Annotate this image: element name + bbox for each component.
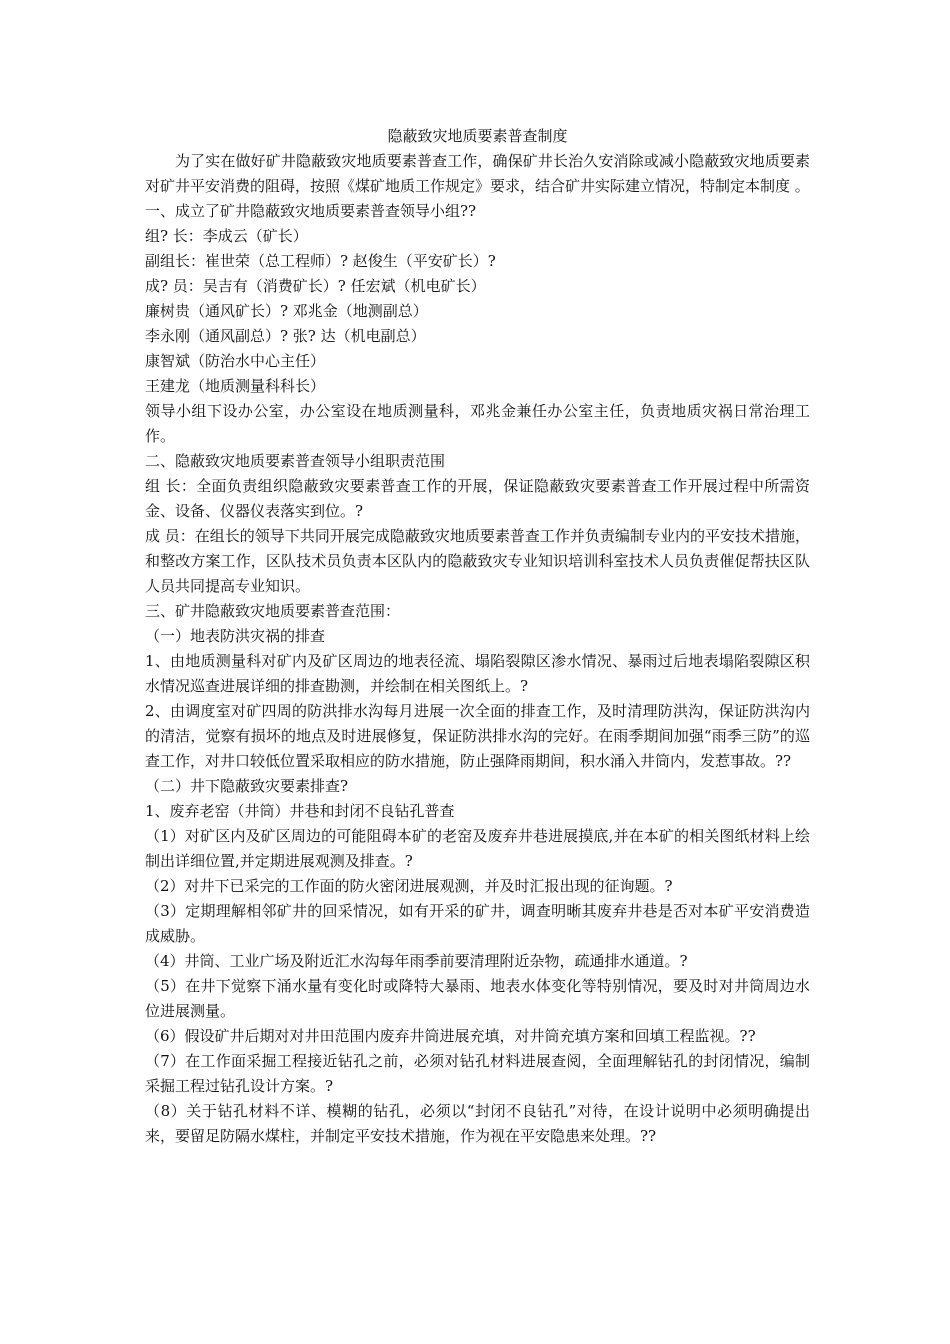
paragraph-office: 领导小组下设办公室，办公室设在地质测量科，邓兆金兼任办公室主任，负责地质灾祸日常治理工作。 [145,402,810,445]
list-item: （4）井筒、工业广场及附近汇水沟每年雨季前要清理附近杂物，疏通排水通道。? [145,952,688,970]
list-item: （8）关于钻孔材料不详、模糊的钻孔，必须以“封闭不良钻孔”对待，在设计说明中必须明确提出来，要留足防隔水煤柱，并制定平安技术措施，作为视在平安隐患来处理。?? [145,1102,810,1145]
member-line: 廉树贵（通风矿长）? 邓兆金（地测副总） [145,302,428,320]
member-line: 康智斌（防治水中心主任） [145,352,326,370]
member-line: 成? 员：吴吉有（消费矿长）? 任宏斌（机电矿长） [145,277,486,295]
paragraph-leader-duty: 组 长：全面负责组织隐蔽致灾要素普查工作的开展，保证隐蔽致灾要素普查工作开展过程中所需资金、设备、仪器仪表落实到位。? [145,477,810,520]
list-item: （1）对矿区内及矿区周边的可能阻碍本矿的老窑及废弃井巷进展摸底,并在本矿的相关图纸材料上绘制出详细位置,并定期进展观测及排查。? [145,827,810,870]
subsection-heading-2: （二）井下隐蔽致灾要素排查? [145,777,349,795]
list-item: （6）假设矿井后期对对井田范围内废弃井筒进展充填，对井筒充填方案和回填工程监视。?? [145,1027,756,1045]
paragraph-member-duty: 成 员：在组长的领导下共同开展完成隐蔽致灾地质要素普查工作并负责编制专业内的平安技术措施，和整改方案工作，区队技术员负责本区队内的隐蔽致灾专业知识培训科室技术人员负责催促帮扶区队人员共同提高专业知识。 [145,527,810,595]
section-heading-1: 一、成立了矿井隐蔽致灾地质要素普查领导小组?? [145,202,477,220]
section-heading-3: 三、矿井隐蔽致灾地质要素普查范围： [145,602,401,620]
list-item: 2、由调度室对矿四周的防洪排水沟每月进展一次全面的排查工作，及时清理防洪沟，保证防洪沟内的清洁，觉察有损坏的地点及时进展修复，保证防洪排水沟的完好。在雨季期间加强“雨季三防”的巡查工作，对井口较低位置采取相应的防水措施，防止强降雨期间，积水涌入井筒内，发惹事故。?? [145,702,810,770]
member-line: 王建龙（地质测量科科长） [145,377,326,395]
list-item: （2）对井下已采完的工作面的防火密闭进展观测，并及时汇报出现的征询题。? [145,877,673,895]
member-line: 组? 长：李成云（矿长） [145,227,308,245]
subsection-heading-1: （一）地表防洪灾祸的排查 [145,627,326,645]
member-line: 副组长：崔世荣（总工程师）? 赵俊生（平安矿长）? [145,252,496,270]
list-item: （5）在井下觉察下涌水量有变化时或降特大暴雨、地表水体变化等特别情况，要及时对井筒周边水位进展测量。 [145,977,810,1020]
paragraph-intro: 为了实在做好矿井隐蔽致灾地质要素普查工作，确保矿井长治久安消除或减小隐蔽致灾地质要素对矿井平安消费的阻碍，按照《煤矿地质工作规定》要求，结合矿井实际建立情况，特制定本制度 。 [145,152,810,195]
section-heading-2: 二、隐蔽致灾地质要素普查领导小组职责范围 [145,452,446,470]
list-item: 1、废弃老窑（井筒）井巷和封闭不良钻孔普查 [145,802,455,820]
member-line: 李永刚（通风副总）? 张? 达（机电副总） [145,327,426,345]
list-item: （7）在工作面采掘工程接近钻孔之前，必须对钻孔材料进展查阅，全面理解钻孔的封闭情况，编制采掘工程过钻孔设计方案。? [145,1052,810,1095]
list-item: 1、由地质测量科对矿内及矿区周边的地表径流、塌陷裂隙区渗水情况、暴雨过后地表塌陷裂隙区积水情况巡查进展详细的排查勘测，并绘制在相关图纸上。? [145,652,810,695]
document-page [145,124,810,1149]
list-item: （3）定期理解相邻矿井的回采情况，如有开采的矿井，调查明晰其废弃井巷是否对本矿平安消费造成威胁。 [145,902,810,945]
document-title: 隐蔽致灾地质要素普查制度 [387,127,568,145]
